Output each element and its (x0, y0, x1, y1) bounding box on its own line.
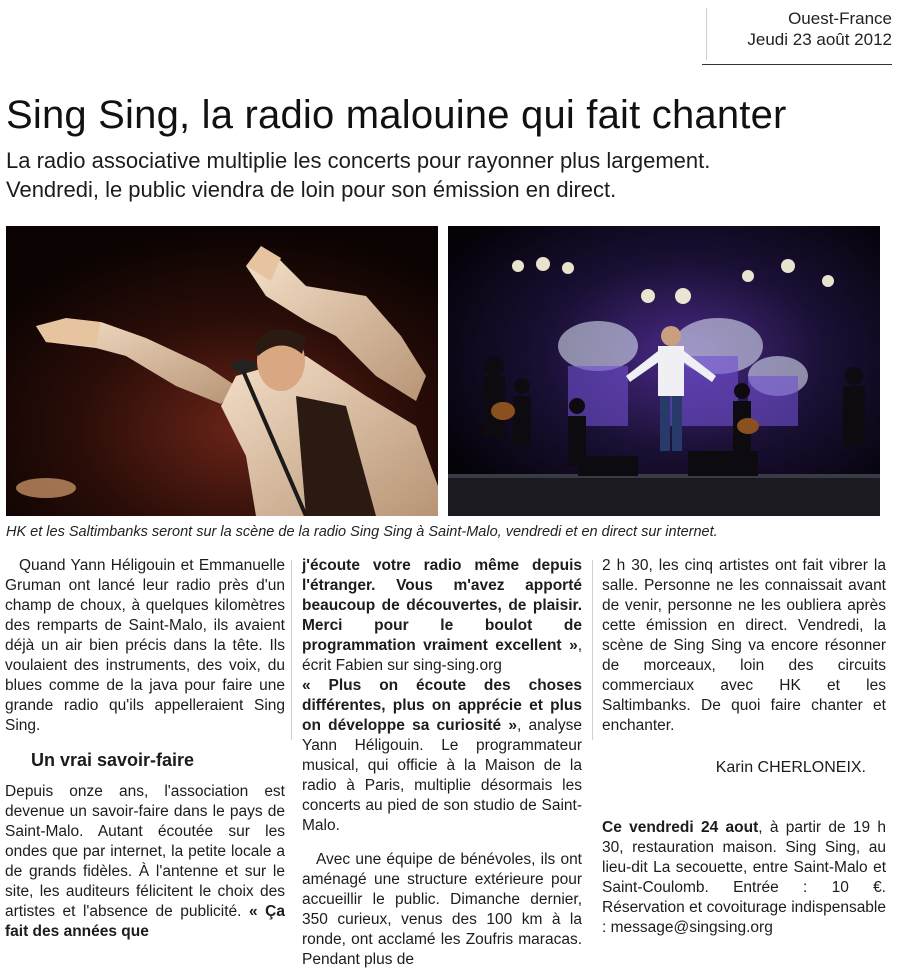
singer-portrait-image (6, 226, 438, 516)
concert-stage-photo (448, 226, 880, 516)
quote-start: « Ça fait des années que (5, 903, 285, 940)
article-column-3 (602, 556, 886, 938)
author-signature: Karin CHERLONEIX. (715, 759, 866, 776)
newspaper-name: Ouest-France (788, 9, 892, 28)
article-column-1 (5, 556, 285, 942)
reader-quote: j'écoute votre radio même depuis l'étranger. Vous m'avez apporté beaucoup de découvertes, de plaisir. Merci pour le boulot de programmation vraiment excellent » (302, 557, 582, 654)
masthead-divider (706, 8, 707, 60)
subhead-line-1: La radio associative multiplie les concerts pour rayonner plus largement. (6, 148, 711, 173)
article-paragraph: 2 h 30, les cinq artistes ont fait vibrer la salle. Personne ne les connaissait avant de venir, personne ne les oubliera après cette émission en direct. Vendredi, la scène de Sing Sing va encore résonner de morceaux, loin des circuits commerciaux avec HK et les Saltimbanks. De quoi faire chanter et enchanter. (602, 557, 886, 734)
event-date: Ce vendredi 24 aout (602, 819, 759, 836)
paragraph-text: , analyse Yann Héligouin. Le programmateur musical, qui officie à la Maison de la radio à Paris, multiplie désormais les concerts au pied de son studio de Saint-Malo. (302, 717, 582, 834)
event-info (602, 818, 886, 938)
concert-stage-image (448, 226, 880, 516)
article-subtitle: Un vrai savoir-faire (31, 750, 195, 770)
publication-date: Jeudi 23 août 2012 (747, 30, 892, 49)
event-details: , à partir de 19 h 30, restauration maison. Sing Sing, au lieu-dit La secouette, entre Saint-Malo et Saint-Coulomb. Entrée : 10 €. Réservation et covoiturage indispensable : message@singsing.org (602, 819, 887, 936)
photo-caption: HK et les Saltimbanks seront sur la scène de la radio Sing Sing à Saint-Malo, vendredi et en direct sur internet. (6, 524, 718, 540)
article-paragraph: Quand Yann Héligouin et Emmanuelle Gruman ont lancé leur radio près d'un champ de choux, à quelques kilomètres des remparts de Saint-Malo, ils avaient déjà un air bien précis dans la tête. Ils voulaient des instruments, des voix, du blues comme de la java pour faire une grande radio qu'ils appelleraient Sing Sing. (5, 557, 285, 734)
article-paragraph (302, 556, 582, 676)
article-headline: Sing Sing, la radio malouine qui fait chanter (6, 93, 787, 137)
masthead-rule (702, 64, 892, 65)
column-divider (291, 560, 292, 740)
article-paragraph: Avec une équipe de bénévoles, ils ont aménagé une structure extérieure pour accueillir le public. Dimanche dernier, 350 curieux, venus des 100 km à la ronde, ont acclamé les Zoufris maracas. Pendant plus de (302, 851, 582, 968)
article-column-2 (302, 556, 582, 970)
quote-attribution: , écrit Fabien sur sing-sing.org (302, 637, 582, 674)
singer-portrait-photo (6, 226, 438, 516)
paragraph-text: Depuis onze ans, l'association est devenue un savoir-faire dans le pays de Saint-Malo. Autant écoutée sur les ondes que par internet, la petite locale a de grands fidèles. À l'antenne et sur le site, les auditeurs félicitent le choix des artistes et l'absence de publicité. (5, 783, 285, 920)
article-subhead (6, 146, 896, 204)
column-divider (592, 560, 593, 740)
founder-quote: « Plus on écoute des choses différentes, plus on apprécie et plus on développe sa curiosité » (302, 677, 582, 734)
article-paragraph (302, 676, 582, 836)
article-paragraph (5, 782, 285, 942)
masthead (702, 8, 892, 50)
subhead-line-2: Vendredi, le public viendra de loin pour son émission en direct. (6, 177, 617, 202)
